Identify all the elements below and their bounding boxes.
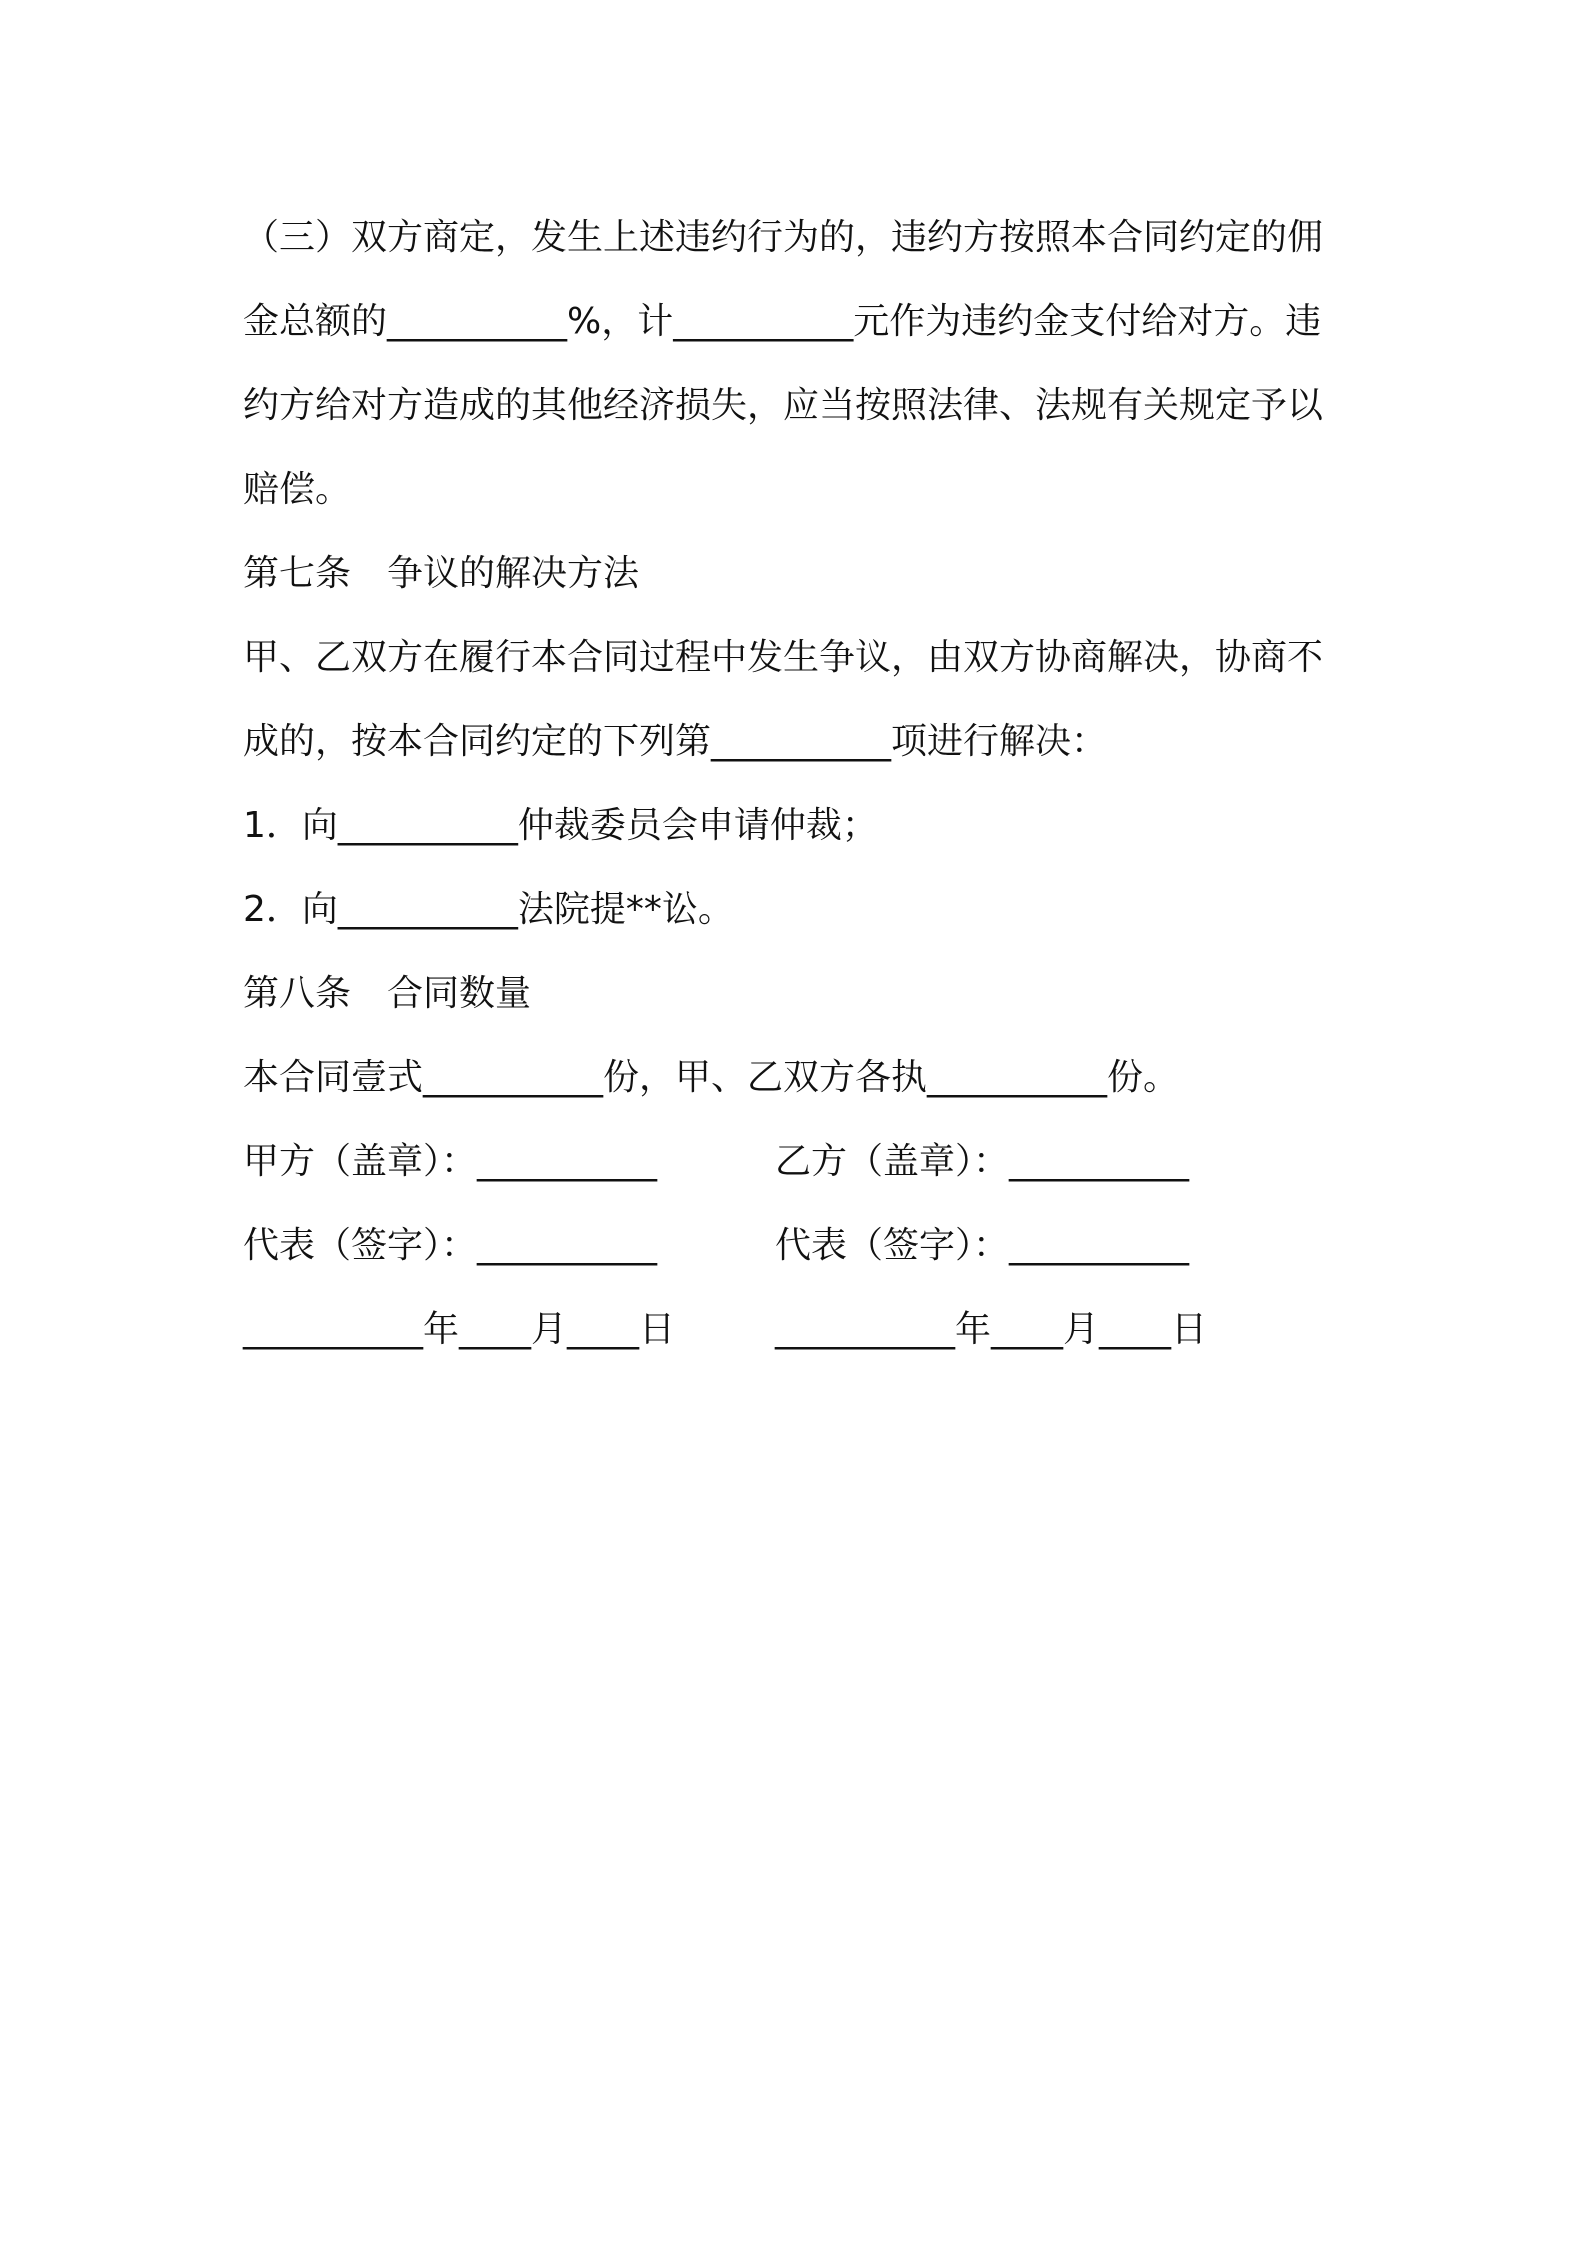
article-7-line-2: 成的，按本合同约定的下列第__________项进行解决： [243, 721, 1108, 762]
clause-3-line-1: （三）双方商定，发生上述违约行为的，违约方按照本合同约定的佣 [243, 217, 1324, 258]
party-a-seal-field: 甲方（盖章）：__________ [243, 1141, 658, 1182]
article-7-option-2: 2．向__________法院提**讼。 [243, 889, 734, 930]
party-b-date-field: __________年____月____日 [775, 1309, 1207, 1350]
article-7-heading: 第七条 争议的解决方法 [243, 553, 640, 594]
signature-date-row [243, 1288, 1363, 1372]
party-a-rep-field: 代表（签字）：__________ [243, 1225, 658, 1266]
clause-3-line-4: 赔偿。 [243, 469, 352, 510]
document-body [243, 196, 1363, 1372]
signature-seal-row [243, 1120, 1363, 1204]
article-8-heading: 第八条 合同数量 [243, 973, 532, 1014]
party-a-date-field: __________年____月____日 [243, 1309, 675, 1350]
signature-rep-row [243, 1204, 1363, 1288]
party-b-seal-field: 乙方（盖章）：__________ [775, 1141, 1190, 1182]
article-7-option-1: 1．向__________仲裁委员会申请仲裁； [243, 805, 878, 846]
article-8-line-1: 本合同壹式__________份，甲、乙双方各执__________份。 [243, 1057, 1180, 1098]
clause-3-line-2: 金总额的__________%，计__________元作为违约金支付给对方。违 [243, 301, 1322, 342]
party-b-rep-field: 代表（签字）：__________ [775, 1225, 1190, 1266]
clause-3-line-3: 约方给对方造成的其他经济损失，应当按照法律、法规有关规定予以 [243, 385, 1324, 426]
article-7-line-1: 甲、乙双方在履行本合同过程中发生争议，由双方协商解决，协商不 [243, 637, 1324, 678]
